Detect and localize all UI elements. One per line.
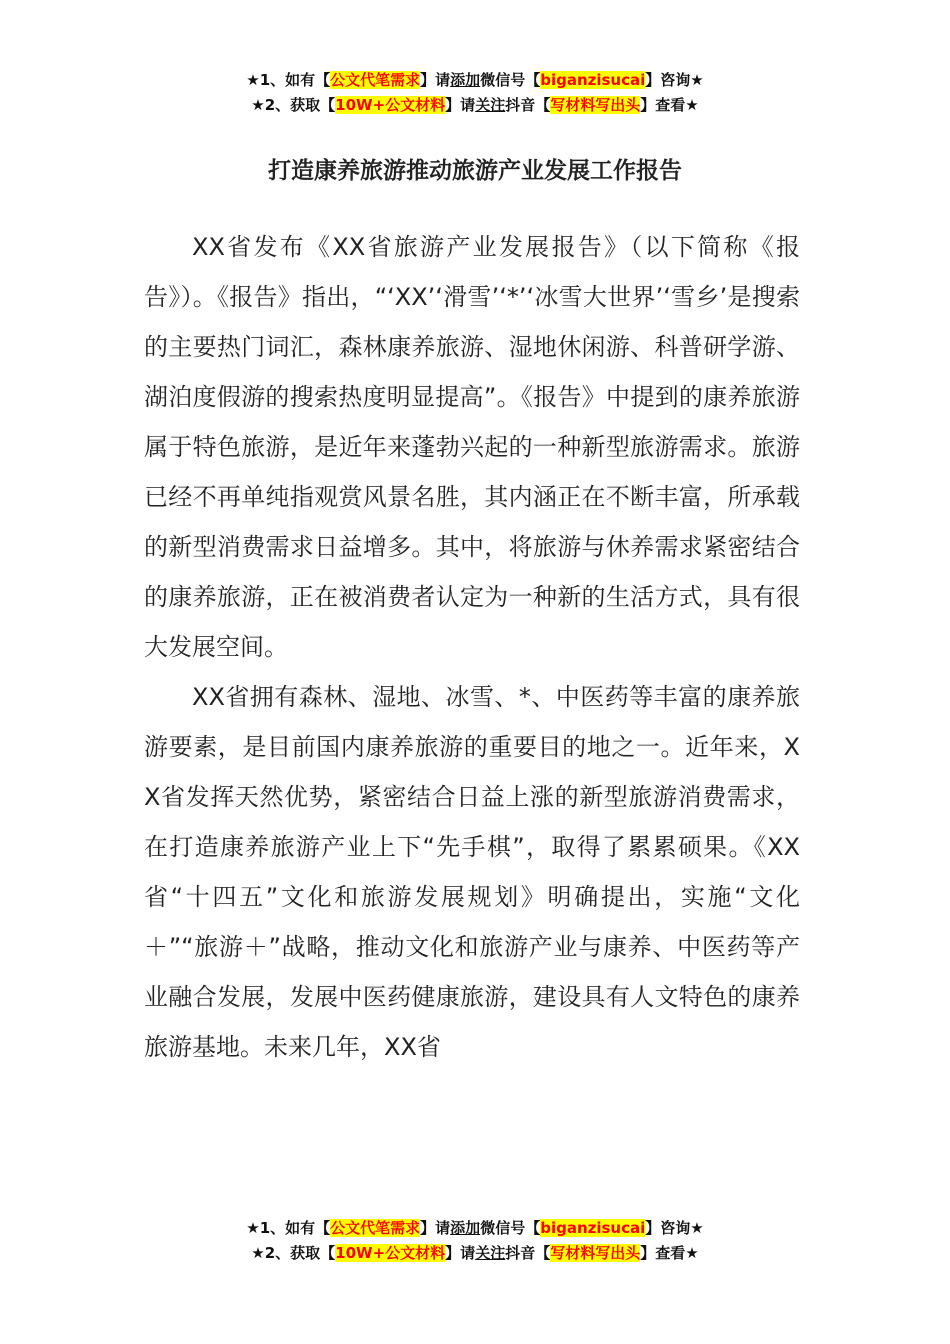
promo-text: 】咨询 xyxy=(645,1219,691,1237)
promo-text: 抖音【 xyxy=(505,96,551,114)
body-paragraph: XX省发布《XX省旅游产业发展报告》（以下简称《报告》）。《报告》指出，“‘XX’‘滑雪’‘*’‘冰雪大世界’‘雪乡’是搜索的主要热门词汇，森林康养旅游、湿地休闲游、科普研学游、湖泊度假游的搜索热度明显提高”。《报告》中提到的康养旅游属于特色旅游，是近年来蓬勃兴起的一种新型旅游需求。旅游已经不再单纯指观赏风景名胜，其内涵正在不断丰富，所承载的新型消费需求日益增多。其中，将旅游与休养需求紧密结合的康养旅游，正在被消费者认定为一种新的生活方式，具有很大发展空间。 xyxy=(144,233,800,661)
promo-underlined: 添加 xyxy=(450,71,481,89)
star-icon: ★ xyxy=(251,96,265,114)
promo-highlight: 公文代笔需求 xyxy=(330,1219,421,1237)
promo-highlight: 写材料写出头 xyxy=(550,1244,641,1262)
promo-highlight: biganzisucai xyxy=(540,71,646,89)
star-icon: ★ xyxy=(251,1244,265,1262)
promo-highlight: 10W+公文材料 xyxy=(335,96,446,114)
body-paragraph: XX省拥有森林、湿地、冰雪、*、中医药等丰富的康养旅游要素，是目前国内康养旅游的重要目的地之一。近年来，XX省发挥天然优势，紧密结合日益上涨的新型旅游消费需求，在打造康养旅游产业上下“先手棋”，取得了累累硕果。《XX省“十四五”文化和旅游发展规划》明确提出，实施“文化＋”“旅游＋”战略，推动文化和旅游产业与康养、中医药等产业融合发展，发展中医药健康旅游，建设具有人文特色的康养旅游基地。未来几年，XX省 xyxy=(144,683,800,1061)
promo-text: 微信号【 xyxy=(480,1219,541,1237)
star-icon: ★ xyxy=(246,1219,260,1237)
star-icon: ★ xyxy=(685,96,699,114)
star-icon: ★ xyxy=(690,1219,704,1237)
promo-text: 】查看 xyxy=(640,96,686,114)
promo-line-1 xyxy=(0,1216,950,1241)
promo-highlight: 10W+公文材料 xyxy=(335,1244,446,1262)
promo-highlight: biganzisucai xyxy=(540,1219,646,1237)
star-icon: ★ xyxy=(690,71,704,89)
document-body xyxy=(144,222,800,1072)
promo-text: 1、如有【 xyxy=(259,71,331,89)
star-icon: ★ xyxy=(246,71,260,89)
header-promo-banner xyxy=(0,68,950,118)
promo-line-1 xyxy=(0,68,950,93)
promo-text: 】查看 xyxy=(640,1244,686,1262)
promo-highlight: 公文代笔需求 xyxy=(330,71,421,89)
promo-text: 2、获取【 xyxy=(264,1244,336,1262)
promo-text: 】请 xyxy=(445,1244,476,1262)
footer-promo-banner xyxy=(0,1216,950,1266)
promo-text: 1、如有【 xyxy=(259,1219,331,1237)
promo-line-2 xyxy=(0,1241,950,1266)
promo-text: 】请 xyxy=(420,1219,451,1237)
star-icon: ★ xyxy=(685,1244,699,1262)
promo-line-2 xyxy=(0,93,950,118)
document-title: 打造康养旅游推动旅游产业发展工作报告 xyxy=(268,158,682,184)
promo-text: 抖音【 xyxy=(505,1244,551,1262)
promo-text: 微信号【 xyxy=(480,71,541,89)
promo-text: 】请 xyxy=(445,96,476,114)
promo-text: 2、获取【 xyxy=(264,96,336,114)
promo-underlined: 关注 xyxy=(475,1244,506,1262)
promo-underlined: 添加 xyxy=(450,1219,481,1237)
promo-highlight: 写材料写出头 xyxy=(550,96,641,114)
promo-underlined: 关注 xyxy=(475,96,506,114)
promo-text: 】请 xyxy=(420,71,451,89)
promo-text: 】咨询 xyxy=(645,71,691,89)
